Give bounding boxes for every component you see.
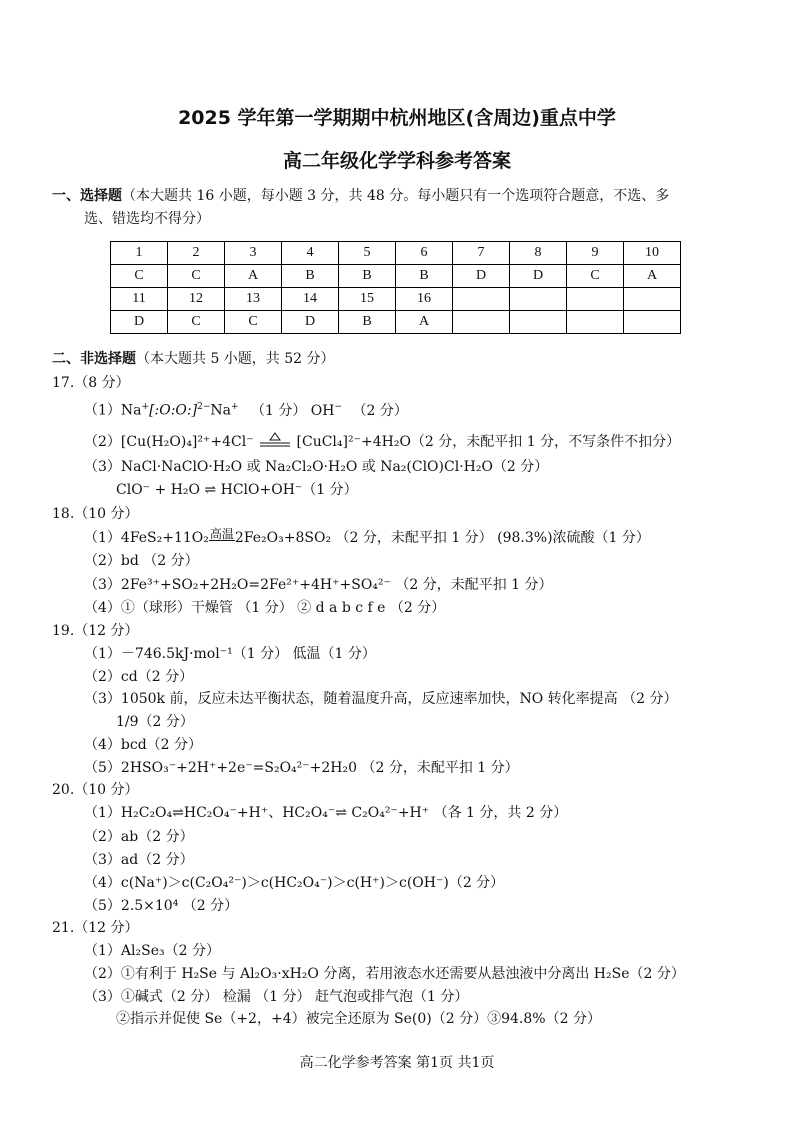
section2-header xyxy=(52,349,335,369)
table-cell: D xyxy=(510,265,567,288)
answer-table xyxy=(110,241,681,334)
q17-2 xyxy=(84,432,680,452)
table-row xyxy=(111,311,681,334)
delta-arrow-icon xyxy=(258,432,292,452)
q19-2: （2）cd（2 分） xyxy=(84,669,194,685)
section2-desc: （本大题共 5 小题，共 52 分） xyxy=(136,351,335,367)
q19-heading: 19.（12 分） xyxy=(52,623,139,639)
q18-2: （2）bd （2 分） xyxy=(84,553,199,569)
table-cell: B xyxy=(339,265,396,288)
q18-heading: 18.（10 分） xyxy=(52,506,139,522)
table-cell: 3 xyxy=(225,242,282,265)
table-cell: B xyxy=(396,265,453,288)
q20-heading: 20.（10 分） xyxy=(52,782,139,798)
q17-1: （1）Na+[:O:O:]$^{2-}$Na+ （1 分） OH− （2 分） xyxy=(84,402,408,419)
table-cell: C xyxy=(111,265,168,288)
table-cell: B xyxy=(282,265,339,288)
high-temp-label: 高温 xyxy=(209,527,234,541)
q17-1-na2: Na xyxy=(210,402,231,419)
q18-1-left: （1）4FeS₂+11O₂ xyxy=(84,530,209,546)
q17-2-left: （2）[Cu(H₂O)₄]²⁺+4Cl⁻ xyxy=(84,434,254,450)
q17-1-peroxide: [:O:O:] xyxy=(149,402,198,419)
q20-4: （4）c(Na⁺)＞c(C₂O₄²⁻)＞c(HC₂O₄⁻)＞c(H⁺)＞c(OH⁻)（2 分） xyxy=(84,875,505,891)
table-cell: 6 xyxy=(396,242,453,265)
table-cell: 16 xyxy=(396,288,453,311)
table-cell: 13 xyxy=(225,288,282,311)
table-row xyxy=(111,242,681,265)
table-cell: B xyxy=(339,311,396,334)
table-cell: C xyxy=(225,311,282,334)
page-title: 2025 学年第一学期期中杭州地区(含周边)重点中学 xyxy=(178,107,616,129)
q21-2: （2）①有利于 H₂Se 与 Al₂O₃·xH₂O 分离，若用液态水还需要从悬浊液中分离出 H₂Se（2 分） xyxy=(84,966,685,982)
table-cell: D xyxy=(111,311,168,334)
table-cell: 12 xyxy=(168,288,225,311)
table-cell: 8 xyxy=(510,242,567,265)
q19-3b: 1/9（2 分） xyxy=(116,714,194,730)
table-row xyxy=(111,288,681,311)
table-cell: 10 xyxy=(624,242,681,265)
q18-1 xyxy=(84,528,650,548)
table-cell: 9 xyxy=(567,242,624,265)
q19-4: （4）bcd（2 分） xyxy=(84,737,203,753)
q20-3: （3）ad（2 分） xyxy=(84,852,194,868)
section1-heading: 一、选择题 xyxy=(52,188,122,204)
table-cell xyxy=(453,288,510,311)
q20-2: （2）ab（2 分） xyxy=(84,829,194,845)
table-cell: 2 xyxy=(168,242,225,265)
q17-1-score2: （2 分） xyxy=(352,402,408,419)
q19-3a: （3）1050k 前，反应未达平衡状态，随着温度升高，反应速率加快，NO 转化率提高 （2 分） xyxy=(84,691,678,707)
table-cell: A xyxy=(225,265,282,288)
table-cell xyxy=(453,311,510,334)
table-cell: A xyxy=(624,265,681,288)
q19-1: （1）－746.5kJ·mol⁻¹（1 分） 低温（1 分） xyxy=(84,646,376,662)
q21-heading: 21.（12 分） xyxy=(52,920,139,936)
table-cell xyxy=(624,288,681,311)
table-cell xyxy=(567,311,624,334)
page-subtitle: 高二年级化学学科参考答案 xyxy=(282,150,511,172)
q21-3a: （3）①碱式（2 分） 检漏 （1 分） 赶气泡或排气泡（1 分） xyxy=(84,989,469,1005)
q19-5: （5）2HSO₃⁻+2H⁺+2e⁻=S₂O₄²⁻+2H₂0 （2 分，未配平扣 1 分） xyxy=(84,760,519,776)
q17-3a: （3）NaCl·NaClO·H₂O 或 Na₂Cl₂O·H₂O 或 Na₂(ClO)Cl·H₂O（2 分） xyxy=(84,459,549,475)
section1-desc: （本大题共 16 小题，每小题 3 分，共 48 分。每小题只有一个选项符合题意，不选、多 xyxy=(122,188,670,204)
q20-5: （5）2.5×10⁴ （2 分） xyxy=(84,898,239,914)
table-cell: 7 xyxy=(453,242,510,265)
table-cell: 11 xyxy=(111,288,168,311)
q17-1-na: （1）Na xyxy=(84,402,142,419)
q17-1-score: （1 分） OH xyxy=(250,402,335,419)
q21-3b: ②指示并促使 Se（+2，+4）被完全还原为 Se(0)（2 分）③94.8%（2 分） xyxy=(116,1011,601,1027)
table-cell: A xyxy=(396,311,453,334)
section1-desc-cont: 选、错选均不得分） xyxy=(84,211,210,227)
high-temp-condition xyxy=(209,528,235,541)
table-cell xyxy=(567,288,624,311)
q17-3b: ClO⁻ + H₂O ⇌ HClO+OH⁻（1 分） xyxy=(116,482,358,498)
table-cell: C xyxy=(168,265,225,288)
q18-3: （3）2Fe³⁺+SO₂+2H₂O=2Fe²⁺+4H⁺+SO₄²⁻ （2 分，未配平扣 1 分） xyxy=(84,577,553,593)
table-row xyxy=(111,265,681,288)
section1-header xyxy=(52,186,669,206)
table-cell: 1 xyxy=(111,242,168,265)
q18-1-right: 2Fe₂O₃+8SO₂ （2 分，未配平扣 1 分） (98.3%)浓硫酸（1 分） xyxy=(234,530,650,546)
table-cell: D xyxy=(453,265,510,288)
table-cell xyxy=(510,288,567,311)
section2-heading: 二、非选择题 xyxy=(52,351,136,367)
q21-1: （1）Al₂Se₃（2 分） xyxy=(84,943,220,959)
table-cell xyxy=(624,311,681,334)
table-cell xyxy=(510,311,567,334)
table-cell: 15 xyxy=(339,288,396,311)
q20-1: （1）H₂C₂O₄⇌HC₂O₄⁻+H⁺、HC₂O₄⁻⇌ C₂O₄²⁻+H⁺ （各 1 分，共 2 分） xyxy=(84,805,568,821)
table-cell: 5 xyxy=(339,242,396,265)
page-footer: 高二化学参考答案 第1页 共1页 xyxy=(299,1055,495,1071)
q17-heading: 17.（8 分） xyxy=(52,375,130,391)
table-cell: 4 xyxy=(282,242,339,265)
q18-4: （4）①（球形）干燥管 （1 分） ② d a b c f e （2 分） xyxy=(84,600,446,616)
table-cell: C xyxy=(168,311,225,334)
table-cell: 14 xyxy=(282,288,339,311)
table-cell: C xyxy=(567,265,624,288)
q17-2-right: [CuCl₄]²⁻+4H₂O（2 分，未配平扣 1 分，不写条件不扣分） xyxy=(296,434,681,450)
table-cell: D xyxy=(282,311,339,334)
